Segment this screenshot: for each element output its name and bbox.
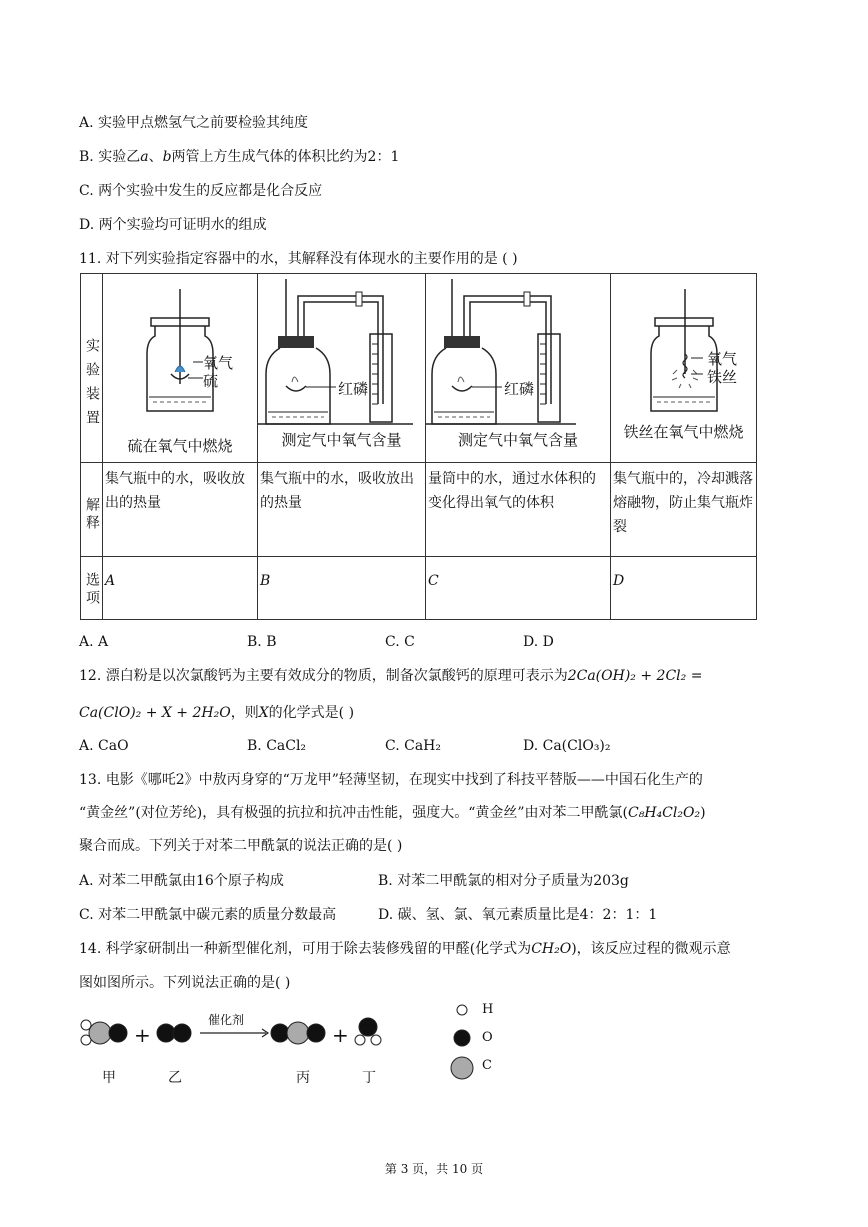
apparatus-sulfur bbox=[103, 274, 258, 463]
legend-o: O bbox=[482, 1030, 493, 1045]
label-jia: 甲 bbox=[102, 1070, 116, 1086]
q13-option-a: A. 对苯二甲酰氯由16个原子构成 bbox=[79, 873, 284, 889]
q13-option-d: D. 碳、氢、氯、氧元素质量比是4：2：1：1 bbox=[378, 907, 658, 923]
o-atom bbox=[109, 1024, 127, 1042]
q11-option-a: A. A bbox=[79, 634, 109, 650]
q11-option-b: B. B bbox=[247, 634, 277, 650]
h-atom bbox=[355, 1035, 365, 1045]
q11-stem: 11. 对下列实验指定容器中的水，其解释没有体现水的主要作用的是 ( ) bbox=[79, 251, 518, 267]
q11-table bbox=[80, 273, 757, 620]
caption-sulfur: 硫在氧气中燃烧 bbox=[127, 437, 233, 455]
o-atom bbox=[271, 1024, 289, 1042]
explanation-c: 量筒中的水，通过水体积的变化得出氧气的体积 bbox=[426, 463, 611, 557]
c-atom bbox=[89, 1022, 111, 1044]
q14-stem-line2: 图如图所示。下列说法正确的是( ) bbox=[79, 975, 291, 991]
q13-stem-line2: “黄金丝”(对位芳纶)，具有极强的抗拉和抗冲击性能，强度大。“黄金丝”由对苯二甲酰氯(C₈H₄Cl₂O₂) bbox=[79, 805, 706, 821]
o-atom bbox=[157, 1024, 175, 1042]
q12-option-a: A. CaO bbox=[79, 738, 129, 754]
label-red-phosphorus: 红磷 bbox=[338, 380, 369, 398]
explanation-b: 集气瓶中的水，吸收放出的热量 bbox=[258, 463, 426, 557]
label-red-phosphorus: 红磷 bbox=[504, 380, 535, 398]
option-cell-c: C bbox=[426, 557, 611, 620]
apparatus-phosphorus-1 bbox=[258, 274, 426, 463]
q11-option-d: D. D bbox=[523, 634, 554, 650]
q12-option-d: D. Ca(ClO₃)₂ bbox=[523, 738, 611, 754]
reaction-diagram bbox=[78, 1005, 418, 1090]
o-atom bbox=[359, 1018, 377, 1036]
explanation-a: 集气瓶中的水，吸收放出的热量 bbox=[103, 463, 258, 557]
label-oxygen: 氧气 bbox=[707, 350, 738, 368]
q12-option-b: B. CaCl₂ bbox=[247, 738, 307, 754]
option-cell-a: A bbox=[103, 557, 258, 620]
q13-stem-line1: 13. 电影《哪吒2》中敖丙身穿的“万龙甲”轻薄坚韧，在现实中找到了科技平替版——中国石化生产的 bbox=[79, 772, 703, 788]
atom-legend bbox=[448, 998, 528, 1088]
q13-option-c: C. 对苯二甲酰氯中碳元素的质量分数最高 bbox=[79, 907, 337, 923]
caption-measure-oxygen-1: 测定气中氧气含量 bbox=[281, 431, 402, 449]
c-atom bbox=[287, 1022, 309, 1044]
q10-option-d: D. 两个实验均可证明水的组成 bbox=[79, 217, 267, 233]
q14-stem-line1: 14. 科学家研制出一种新型催化剂，可用于除去装修残留的甲醛(化学式为CH₂O)，该反应过程的微观示意 bbox=[79, 941, 731, 957]
row-header-explanation: 解释 bbox=[81, 463, 103, 557]
q10-option-a: A. 实验甲点燃氢气之前要检验其纯度 bbox=[79, 115, 309, 131]
apparatus-phosphorus-2 bbox=[426, 274, 611, 463]
q12-stem-line2: Ca(ClO)₂ + X + 2H₂O，则X的化学式是( ) bbox=[79, 705, 355, 721]
label-sulfur: 硫 bbox=[203, 372, 219, 390]
plus-sign: + bbox=[134, 1023, 151, 1047]
page-footer: 第 3 页，共 10 页 bbox=[384, 1162, 484, 1176]
q10-option-c: C. 两个实验中发生的反应都是化合反应 bbox=[79, 183, 323, 199]
legend-h: H bbox=[482, 1002, 494, 1017]
label-yi: 乙 bbox=[168, 1070, 182, 1086]
q11-option-c: C. C bbox=[385, 634, 415, 650]
q10-option-b: B. 实验乙a、b两管上方生成气体的体积比约为2：1 bbox=[79, 149, 400, 165]
q12-option-c: C. CaH₂ bbox=[385, 738, 441, 754]
q13-option-b: B. 对苯二甲酰氯的相对分子质量为203g bbox=[378, 873, 629, 889]
option-cell-b: B bbox=[258, 557, 426, 620]
apparatus-iron-wire bbox=[611, 274, 757, 463]
label-oxygen: 氧气 bbox=[203, 354, 234, 372]
plus-sign: + bbox=[332, 1023, 349, 1047]
row-header-option: 选项 bbox=[81, 557, 103, 620]
q12-stem-line1: 12. 漂白粉是以次氯酸钙为主要有效成分的物质，制备次氯酸钙的原理可表示为2Ca(OH)₂ + 2Cl₂ = bbox=[79, 668, 703, 684]
label-bing: 丙 bbox=[296, 1070, 310, 1086]
label-ding: 丁 bbox=[362, 1070, 376, 1086]
legend-c: C bbox=[482, 1058, 492, 1073]
explanation-d: 集气瓶中的，冷却溅落熔融物，防止集气瓶炸裂 bbox=[611, 463, 757, 557]
caption-measure-oxygen-2: 测定气中氧气含量 bbox=[457, 431, 578, 449]
caption-iron-wire: 铁丝在氧气中燃烧 bbox=[623, 423, 744, 441]
option-cell-d: D bbox=[611, 557, 757, 620]
o-atom bbox=[307, 1024, 325, 1042]
q13-stem-line3: 聚合而成。下列关于对苯二甲酰氯的说法正确的是( ) bbox=[79, 838, 403, 854]
label-iron-wire: 铁丝 bbox=[707, 368, 738, 386]
h-atom bbox=[371, 1035, 381, 1045]
catalyst-label: 催化剂 bbox=[208, 1013, 245, 1027]
row-header-apparatus: 实验装置 bbox=[81, 274, 103, 463]
o-atom bbox=[173, 1024, 191, 1042]
